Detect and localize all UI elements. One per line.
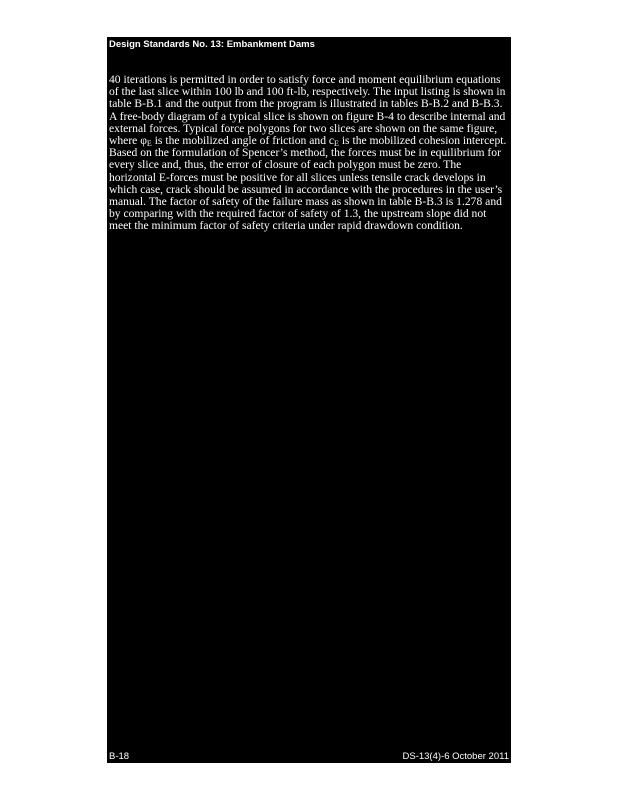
document-page — [107, 37, 511, 763]
paragraph-text-part-3: is the mobilized cohesion intercept. Based on the formulation of Spencer’s method, the forces must be in equilibrium for every slice and, thus, the error of closure of each polygon must be zero. The horizontal E-forces must be positive for all slices unless tensile crack develops in which case, crack should be assumed in accordance with the procedures in the user’s manual. The factor of safety of the failure mass as shown in table B-B.3 is 1.278 and by comparing with the required factor of safety of 1.3, the upstream slope did not meet the minimum factor of safety criteria under rapid drawdown condition. — [109, 134, 507, 233]
paragraph-text-part-1: 40 iterations is permitted in order to satisfy force and moment equilibrium equations of the last slice within 100 lb and 100 ft-lb, respectively. The input listing is shown in table B-B.1 and the output from the program is illustrated in tables B-B.2 and B-B.3. A free-body diagram of a typical slice is shown on figure B-4 to describe internal and external forces. Typical force polygons for two slices are shown on the same figure, where φ — [109, 73, 506, 148]
paragraph-text-part-2: is the mobilized angle of friction and c — [151, 134, 335, 148]
running-header: Design Standards No. 13: Embankment Dams — [109, 39, 315, 50]
c-subscript: E — [334, 139, 339, 149]
page-number: B-18 — [109, 751, 130, 762]
body-paragraph — [109, 74, 509, 233]
document-id-date: DS-13(4)-6 October 2011 — [402, 751, 509, 762]
phi-subscript: E — [146, 139, 152, 149]
